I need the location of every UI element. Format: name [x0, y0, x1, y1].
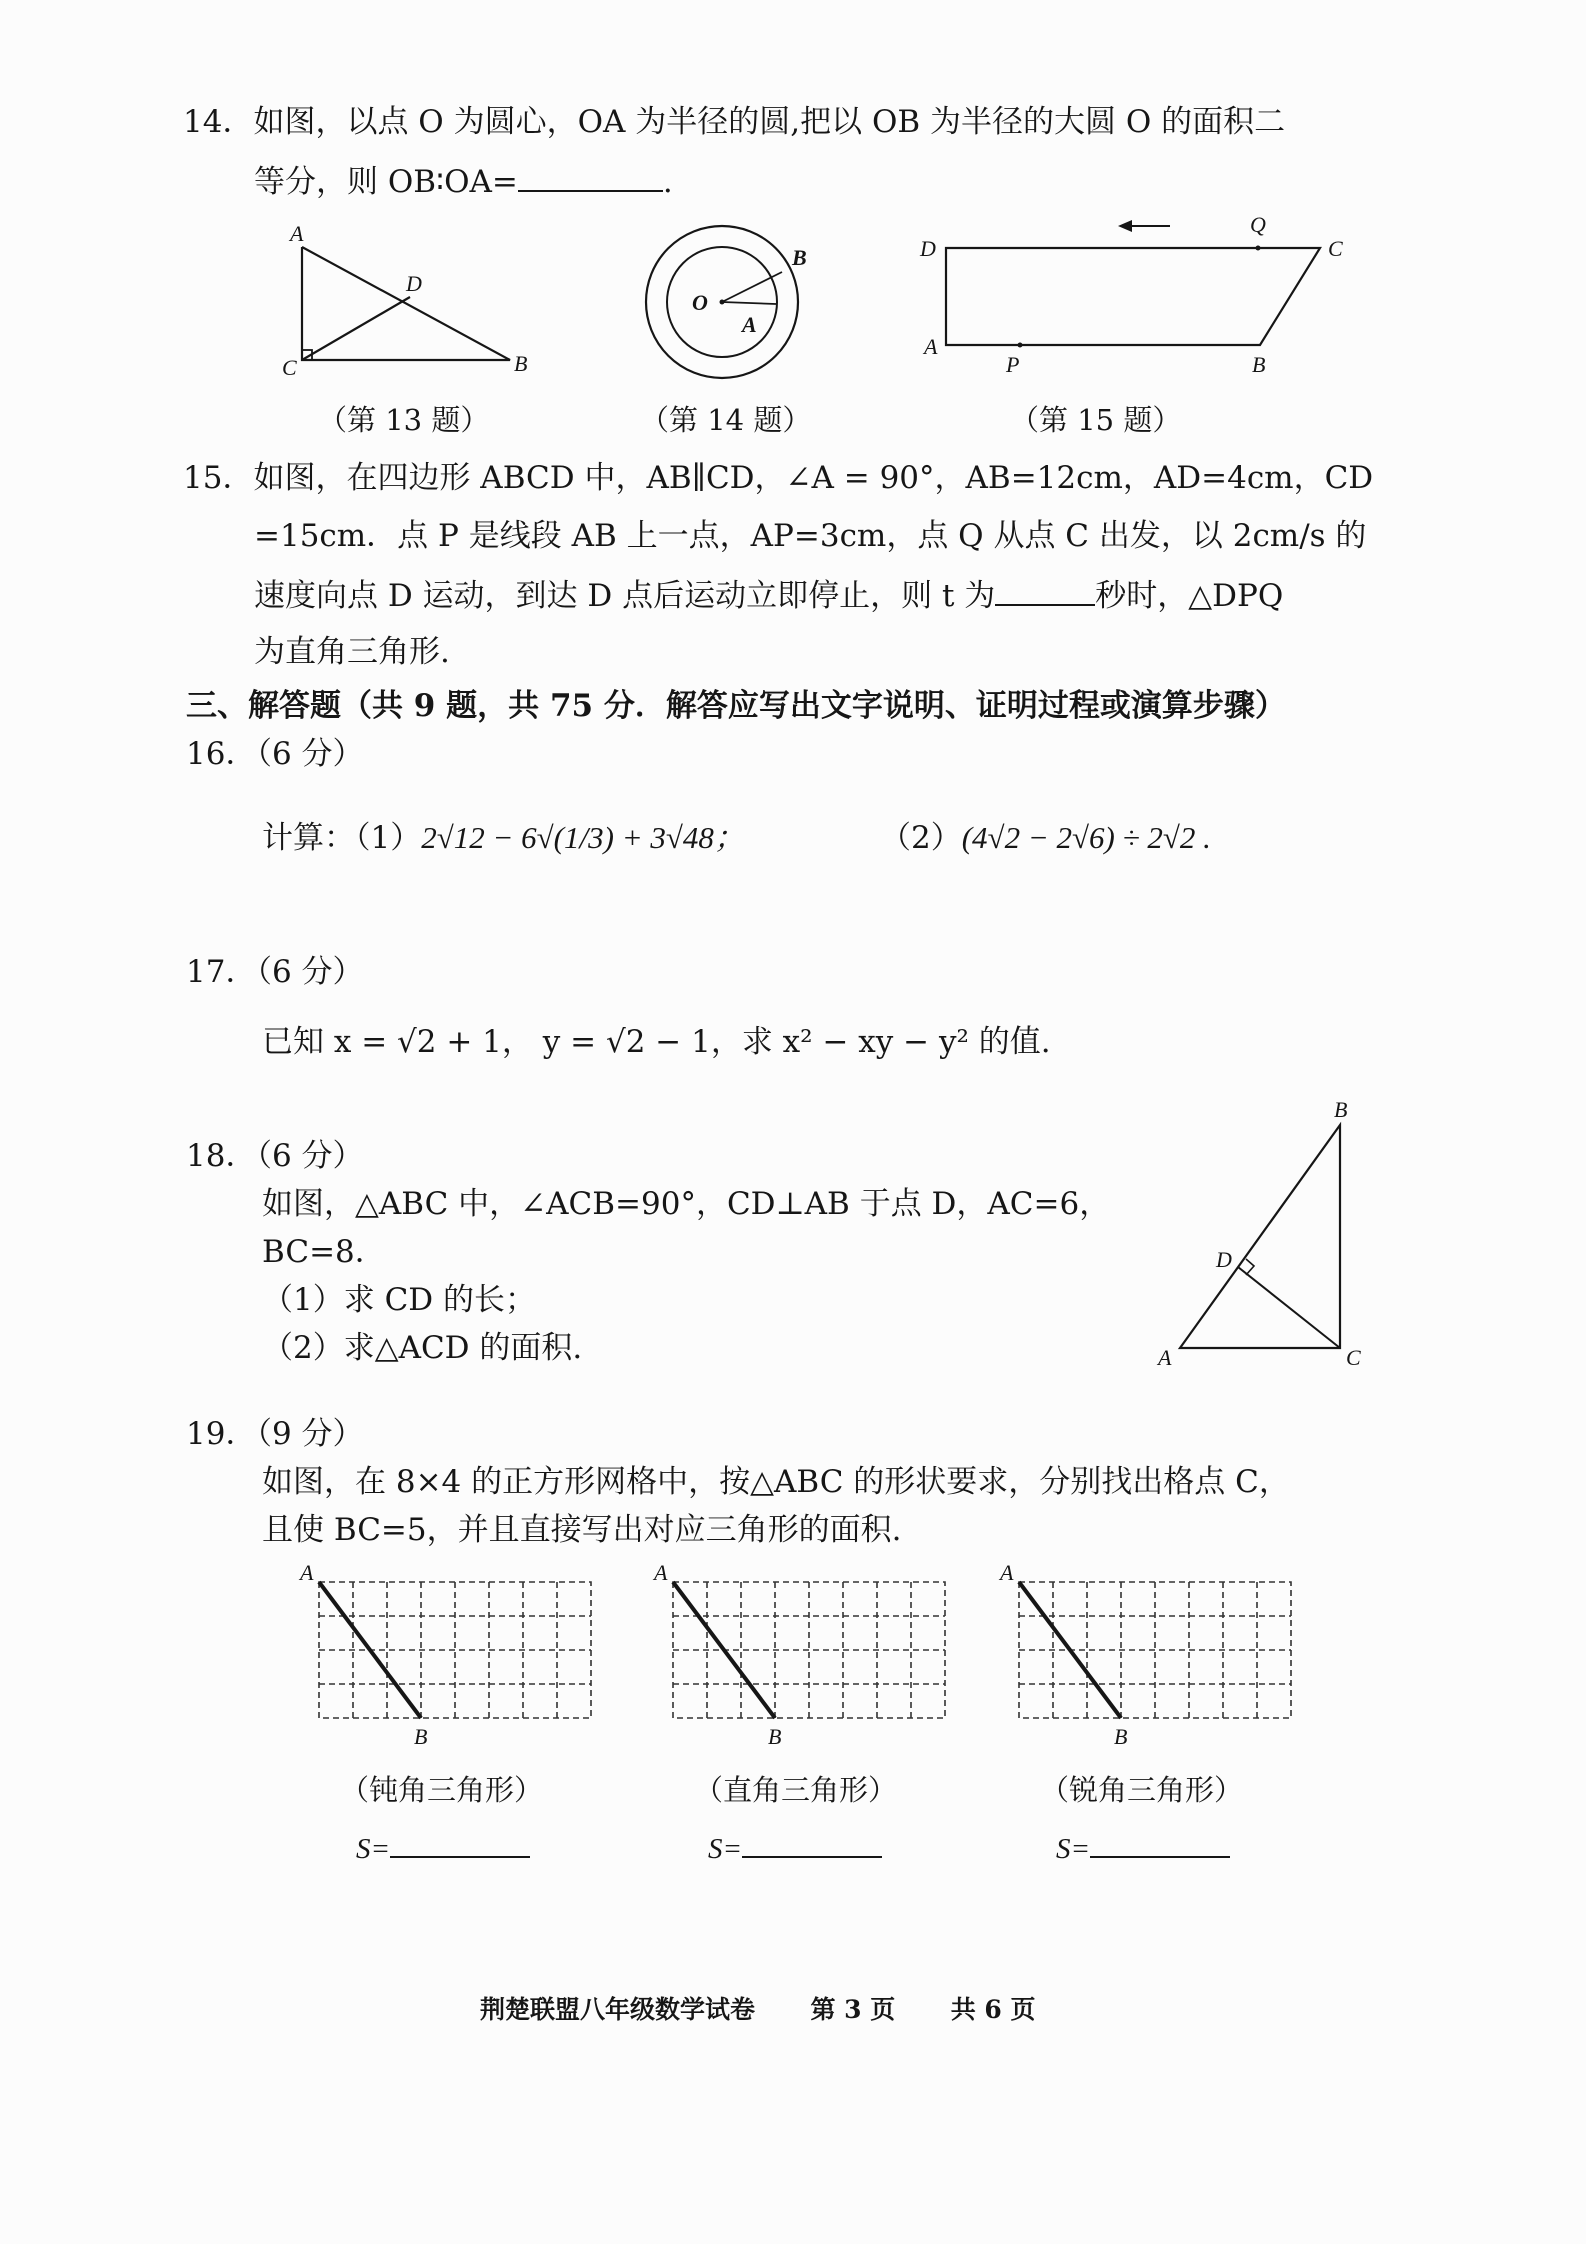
q16-lead: 计算：: [262, 820, 355, 856]
q16-part2-expression: (4√2 − 2√6) ÷ 2√2 .: [961, 820, 1211, 855]
fig14-label-b: B: [792, 245, 807, 270]
grid2-area-blank: [742, 1826, 882, 1858]
grid3-area: [1056, 1826, 1230, 1866]
q15-line3: [254, 574, 1283, 616]
fig15-label-d: D: [920, 236, 936, 261]
figure-13: [280, 221, 550, 385]
grid3-caption: （锐角三角形）: [1040, 1773, 1244, 1807]
grid-3: [1000, 1560, 1320, 1750]
figure-14: [640, 220, 840, 390]
q15-text-3b: 秒时，△DPQ: [1095, 578, 1284, 614]
q14-line1: [183, 102, 1285, 142]
grid1-area: [356, 1826, 530, 1866]
fig13-label-b: B: [514, 351, 528, 376]
q19-header: [186, 1414, 364, 1454]
q18-part2: （2）求△ACD 的面积.: [262, 1330, 583, 1366]
footer-page: 第 3 页: [810, 1995, 896, 2024]
fig18-label-a: A: [1158, 1345, 1172, 1370]
fig14-label-o: O: [692, 290, 708, 315]
grid1-label-b: B: [414, 1724, 428, 1749]
fig13-label-d: D: [406, 271, 422, 296]
grid2-label-a: A: [654, 1560, 668, 1585]
q19-number: 19．: [186, 1416, 257, 1452]
fig14-label-a: A: [742, 312, 757, 337]
q18-points: （6 分）: [256, 1138, 364, 1174]
fig15-label-q: Q: [1250, 212, 1266, 237]
q16-points: （6 分）: [256, 736, 364, 772]
q18-text-2: BC=8．: [262, 1234, 386, 1270]
grid3-area-blank: [1090, 1826, 1230, 1858]
q15-answer-blank: [995, 574, 1095, 606]
q16-part1-label: （1）: [355, 820, 422, 856]
fig15-label-a: A: [924, 334, 938, 359]
fig14-caption: （第 14 题）: [640, 403, 812, 437]
grid1-caption: （钝角三角形）: [340, 1773, 544, 1807]
footer-title: 荆楚联盟八年级数学试卷: [480, 1995, 756, 2024]
grid3-area-label: S=: [1056, 1833, 1091, 1865]
q17-points: （6 分）: [256, 954, 364, 990]
grid-1: [300, 1560, 620, 1750]
figure-15: [910, 210, 1380, 385]
grid1-area-label: S=: [356, 1833, 391, 1865]
q17-header: [186, 952, 364, 992]
fig13-label-a: A: [290, 221, 304, 246]
fig18-label-d: D: [1216, 1247, 1232, 1272]
q14-number: 14．: [183, 104, 254, 140]
grid3-label-a: A: [1000, 1560, 1014, 1585]
footer-total: 共 6 页: [950, 1995, 1036, 2024]
grid2-caption: （直角三角形）: [694, 1773, 898, 1807]
q16-number: 16．: [186, 736, 257, 772]
q14-text-1: 如图，以点 O 为圆心，OA 为半径的圆,把以 OB 为半径的大圆 O 的面积二: [253, 104, 1286, 140]
grid-2: [654, 1560, 974, 1750]
q14-line2: [254, 160, 673, 202]
fig15-caption: （第 15 题）: [1010, 403, 1182, 437]
fig15-label-c: C: [1328, 236, 1343, 261]
q18-text-1: 如图，△ABC 中，∠ACB=90°，CD⊥AB 于点 D，AC=6，: [262, 1186, 1111, 1222]
q17-text: 已知 x = √2 + 1， y = √2 − 1，求 x² − xy − y² 的值.: [262, 1024, 1051, 1060]
q15-number: 15．: [183, 460, 254, 496]
q15-text-2: =15cm．点 P 是线段 AB 上一点，AP=3cm，点 Q 从点 C 出发，以 2cm/s 的: [254, 518, 1367, 554]
q16-part1-expression: 2√12 − 6√(1/3) + 3√48；: [421, 820, 745, 855]
q15-text-4: 为直角三角形.: [254, 634, 450, 670]
fig13-label-c: C: [282, 355, 297, 380]
section-3-title: 三、解答题（共 9 题，共 75 分．解答应写出文字说明、证明过程或演算步骤）: [186, 688, 1286, 724]
q19-text-2: 且使 BC=5，并且直接写出对应三角形的面积.: [262, 1512, 902, 1548]
page-footer: [480, 1990, 1036, 2026]
q14-period: .: [662, 164, 673, 200]
figure-18: [1150, 1095, 1380, 1375]
grid1-area-blank: [390, 1826, 530, 1858]
grid2-label-b: B: [768, 1724, 782, 1749]
q17-number: 17．: [186, 954, 257, 990]
q16-header: [186, 734, 364, 774]
q18-header: [186, 1136, 364, 1176]
grid2-area: [708, 1826, 882, 1866]
q15-text-3a: 速度向点 D 运动，到达 D 点后运动立即停止，则 t 为: [254, 578, 996, 614]
q15-line1: [183, 458, 1373, 498]
q16-part2-label: （2）: [880, 820, 962, 856]
fig18-label-b: B: [1334, 1097, 1348, 1122]
fig13-caption: （第 13 题）: [318, 403, 490, 437]
q18-part1: （1）求 CD 的长；: [262, 1282, 537, 1318]
q14-answer-blank: [518, 160, 663, 192]
grid1-label-a: A: [300, 1560, 314, 1585]
q16-part1: [262, 818, 745, 858]
fig18-label-c: C: [1346, 1345, 1361, 1370]
grid3-label-b: B: [1114, 1724, 1128, 1749]
fig15-label-p: P: [1006, 352, 1020, 377]
q16-part2: [880, 818, 1211, 858]
grid2-area-label: S=: [708, 1833, 743, 1865]
q19-points: （9 分）: [256, 1416, 364, 1452]
q14-text-2: 等分，则 OB∶OA=: [254, 164, 518, 200]
fig15-label-b: B: [1252, 352, 1266, 377]
q18-number: 18．: [186, 1138, 257, 1174]
q15-text-1: 如图，在四边形 ABCD 中，AB∥CD，∠A = 90°，AB=12cm，AD=4cm，CD: [253, 460, 1374, 496]
q19-text-1: 如图，在 8×4 的正方形网格中，按△ABC 的形状要求，分别找出格点 C，: [262, 1464, 1290, 1500]
